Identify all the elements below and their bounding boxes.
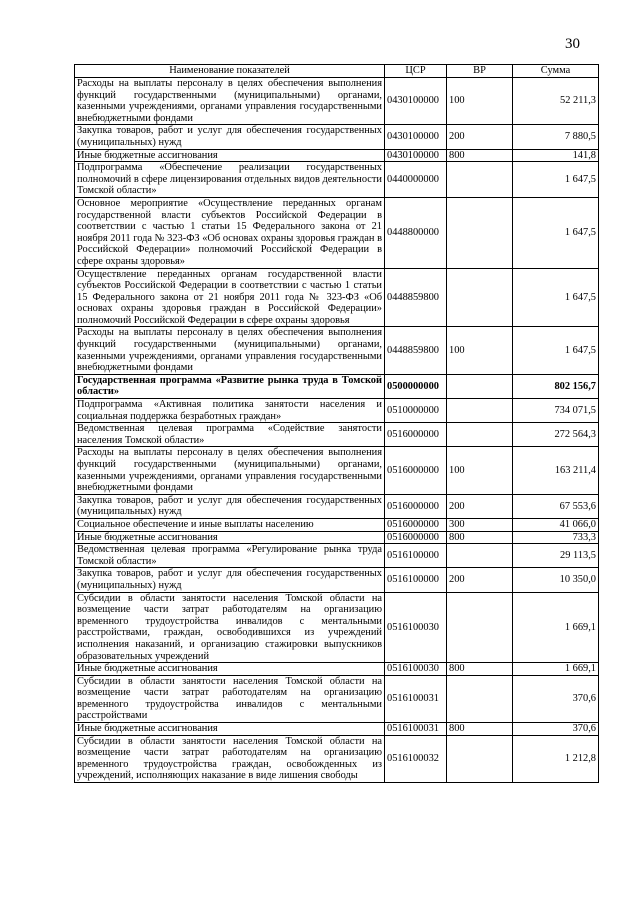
cell-sum: 1 647,5 xyxy=(513,327,599,374)
cell-sum: 370,6 xyxy=(513,675,599,722)
cell-vr: 200 xyxy=(447,494,513,518)
cell-name: Закупка товаров, работ и услуг для обеспечения государственных (муниципальных) нужд xyxy=(75,125,385,149)
table-row xyxy=(75,494,599,518)
cell-csr: 0448859800 xyxy=(385,327,447,374)
table-row xyxy=(75,568,599,592)
table-row xyxy=(75,531,599,544)
table-row xyxy=(75,399,599,423)
cell-name: Подпрограмма «Активная политика занятости населения и социальная поддержка безработных граждан» xyxy=(75,399,385,423)
table-header-row xyxy=(75,65,599,78)
table-row xyxy=(75,125,599,149)
cell-name: Субсидии в области занятости населения Томской области на возмещение части затрат работодателям на организацию временного трудоустройства инвалидов с ментальными расстройствами, граждан, освободившихся из учреждений исполнения наказаний, и организацию стажировки выпускников образовательных учреждений xyxy=(75,592,385,663)
cell-sum: 41 066,0 xyxy=(513,518,599,531)
cell-csr: 0516100031 xyxy=(385,675,447,722)
cell-vr: 800 xyxy=(447,723,513,736)
cell-csr: 0516000000 xyxy=(385,423,447,447)
cell-csr: 0516000000 xyxy=(385,494,447,518)
cell-vr: 800 xyxy=(447,531,513,544)
cell-name: Субсидии в области занятости населения Томской области на возмещение части затрат работодателям на организацию временного трудоустройства граждан, освобожденных из учреждений, исполняющих наказание в виде лишения свободы xyxy=(75,735,385,782)
cell-sum: 272 564,3 xyxy=(513,423,599,447)
cell-name: Закупка товаров, работ и услуг для обеспечения государственных (муниципальных) нужд xyxy=(75,568,385,592)
cell-name: Расходы на выплаты персоналу в целях обеспечения выполнения функций государственными (муниципальными) органами, казенными учреждениями, органами управления государственными внебюджетными фондами xyxy=(75,447,385,494)
table-row xyxy=(75,675,599,722)
cell-vr: 100 xyxy=(447,78,513,125)
cell-sum: 10 350,0 xyxy=(513,568,599,592)
cell-csr: 0516100030 xyxy=(385,663,447,676)
cell-sum: 733,3 xyxy=(513,531,599,544)
cell-csr: 0430100000 xyxy=(385,149,447,162)
cell-name: Государственная программа «Развитие рынка труда в Томской области» xyxy=(75,374,385,398)
header-vr: ВР xyxy=(447,65,513,78)
cell-sum: 370,6 xyxy=(513,723,599,736)
cell-csr: 0510000000 xyxy=(385,399,447,423)
cell-name: Подпрограмма «Обеспечение реализации государственных полномочий в сфере лицензирования отдельных видов деятельности Томской области» xyxy=(75,162,385,198)
cell-csr: 0516000000 xyxy=(385,447,447,494)
table-row xyxy=(75,447,599,494)
cell-csr: 0516100000 xyxy=(385,544,447,568)
cell-vr xyxy=(447,544,513,568)
cell-sum: 1 647,5 xyxy=(513,197,599,268)
cell-name: Осуществление переданных органам государственной власти субъектов Российской Федерации в соответствии с частью 1 статьи 15 Федерального закона от 21 ноября 2011 года № 323-ФЗ «Об основах охраны здоровья граждан в Российской Федерации» полномочий Российской Федерации в сфере охраны здоровья xyxy=(75,268,385,327)
cell-vr: 200 xyxy=(447,568,513,592)
cell-csr: 0516100031 xyxy=(385,723,447,736)
cell-name: Ведомственная целевая программа «Содействие занятости населения Томской области» xyxy=(75,423,385,447)
table-row xyxy=(75,423,599,447)
cell-vr: 800 xyxy=(447,663,513,676)
cell-vr: 100 xyxy=(447,327,513,374)
cell-vr xyxy=(447,268,513,327)
cell-csr: 0516100032 xyxy=(385,735,447,782)
table-row xyxy=(75,663,599,676)
cell-csr: 0440000000 xyxy=(385,162,447,198)
header-csr: ЦСР xyxy=(385,65,447,78)
cell-name: Субсидии в области занятости населения Томской области на возмещение части затрат работодателям на организацию временного трудоустройства инвалидов с ментальными расстройствами xyxy=(75,675,385,722)
cell-sum: 1 647,5 xyxy=(513,162,599,198)
cell-vr xyxy=(447,162,513,198)
table-row xyxy=(75,518,599,531)
cell-sum: 1 669,1 xyxy=(513,663,599,676)
cell-csr: 0448800000 xyxy=(385,197,447,268)
cell-csr: 0516100030 xyxy=(385,592,447,663)
cell-csr: 0516000000 xyxy=(385,531,447,544)
table-row xyxy=(75,78,599,125)
cell-sum: 29 113,5 xyxy=(513,544,599,568)
header-name: Наименование показателей xyxy=(75,65,385,78)
table-row xyxy=(75,723,599,736)
cell-name: Расходы на выплаты персоналу в целях обеспечения выполнения функций государственными (муниципальными) органами, казенными учреждениями, органами управления государственными внебюджетными фондами xyxy=(75,78,385,125)
cell-vr: 200 xyxy=(447,125,513,149)
cell-vr xyxy=(447,399,513,423)
cell-sum: 802 156,7 xyxy=(513,374,599,398)
cell-vr xyxy=(447,197,513,268)
cell-csr: 0448859800 xyxy=(385,268,447,327)
cell-csr: 0500000000 xyxy=(385,374,447,398)
table-row xyxy=(75,149,599,162)
cell-name: Социальное обеспечение и иные выплаты населению xyxy=(75,518,385,531)
cell-vr xyxy=(447,423,513,447)
cell-sum: 1 212,8 xyxy=(513,735,599,782)
cell-vr xyxy=(447,592,513,663)
budget-table xyxy=(74,64,599,783)
cell-vr: 800 xyxy=(447,149,513,162)
table-row xyxy=(75,197,599,268)
table-row xyxy=(75,374,599,398)
cell-sum: 7 880,5 xyxy=(513,125,599,149)
cell-name: Иные бюджетные ассигнования xyxy=(75,663,385,676)
cell-vr: 100 xyxy=(447,447,513,494)
cell-sum: 163 211,4 xyxy=(513,447,599,494)
cell-name: Ведомственная целевая программа «Регулирование рынка труда Томской области» xyxy=(75,544,385,568)
header-sum: Сумма xyxy=(513,65,599,78)
cell-csr: 0516100000 xyxy=(385,568,447,592)
cell-name: Иные бюджетные ассигнования xyxy=(75,723,385,736)
cell-csr: 0430100000 xyxy=(385,125,447,149)
cell-csr: 0430100000 xyxy=(385,78,447,125)
table-row xyxy=(75,327,599,374)
cell-csr: 0516000000 xyxy=(385,518,447,531)
cell-vr xyxy=(447,735,513,782)
page-number: 30 xyxy=(565,36,580,52)
table-row xyxy=(75,268,599,327)
cell-sum: 734 071,5 xyxy=(513,399,599,423)
cell-sum: 67 553,6 xyxy=(513,494,599,518)
table-row xyxy=(75,544,599,568)
cell-sum: 1 669,1 xyxy=(513,592,599,663)
cell-vr xyxy=(447,374,513,398)
table-row xyxy=(75,735,599,782)
cell-name: Иные бюджетные ассигнования xyxy=(75,149,385,162)
cell-name: Расходы на выплаты персоналу в целях обеспечения выполнения функций государственными (муниципальными) органами, казенными учреждениями, органами управления государственными внебюджетными фондами xyxy=(75,327,385,374)
cell-sum: 52 211,3 xyxy=(513,78,599,125)
cell-sum: 1 647,5 xyxy=(513,268,599,327)
cell-name: Закупка товаров, работ и услуг для обеспечения государственных (муниципальных) нужд xyxy=(75,494,385,518)
table-row xyxy=(75,162,599,198)
cell-vr: 300 xyxy=(447,518,513,531)
cell-vr xyxy=(447,675,513,722)
cell-name: Основное мероприятие «Осуществление переданных органам государственной власти субъектов Российской Федерации в соответствии с частью 1 статьи 15 Федерального закона от 21 ноября 2011 года № 323-ФЗ «Об основах охраны здоровья граждан в Российской Федерации» полномочий Российской Федерации в сфере охраны здоровья» xyxy=(75,197,385,268)
cell-sum: 141,8 xyxy=(513,149,599,162)
table-row xyxy=(75,592,599,663)
table-body xyxy=(75,78,599,783)
cell-name: Иные бюджетные ассигнования xyxy=(75,531,385,544)
